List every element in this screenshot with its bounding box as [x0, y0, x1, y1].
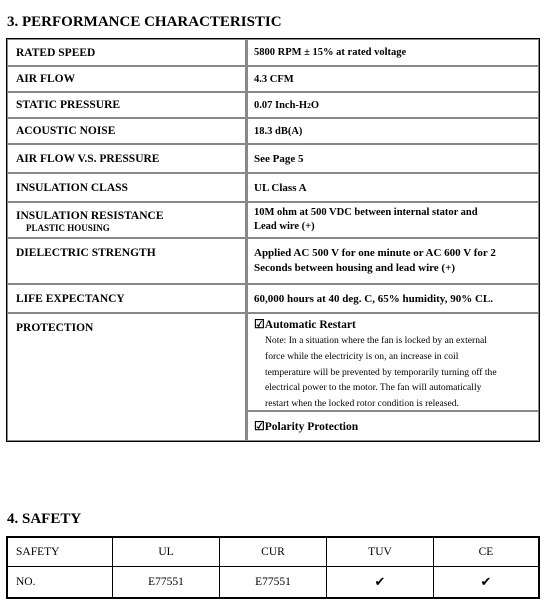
- rated-speed-value: 5800 RPM ± 15% at rated voltage: [248, 40, 538, 65]
- life-expectancy-value: 60,000 hours at 40 deg. C, 65% humidity, 90% CL.: [248, 285, 538, 312]
- safety-row-label: NO.: [8, 567, 112, 597]
- dielectric-strength-value: [248, 239, 538, 283]
- plastic-housing-sublabel: PLASTIC HOUSING: [26, 223, 110, 233]
- safety-header-cur: CUR: [220, 538, 326, 566]
- safety-header-safety: SAFETY: [8, 538, 112, 566]
- note-line: force while the electricity is on, an increase in coil: [265, 350, 459, 362]
- automatic-restart-label: Automatic Restart: [264, 319, 356, 331]
- safety-header-tuv: TUV: [327, 538, 433, 566]
- static-pressure-value: [248, 93, 538, 117]
- ce-check-icon: ✔: [434, 567, 538, 597]
- insulation-resistance-value: [248, 203, 538, 237]
- polarity-protection-title: [254, 419, 358, 434]
- polarity-protection-cell: [248, 412, 538, 440]
- automatic-restart-title: [254, 317, 532, 332]
- insulation-resistance-label: INSULATION RESISTANCE: [16, 210, 164, 222]
- dielectric-strength-line1: Applied AC 500 V for one minute or AC 600 V for 2: [254, 247, 496, 259]
- insulation-class-label: INSULATION CLASS: [8, 174, 245, 201]
- air-flow-vs-pressure-label: AIR FLOW V.S. PRESSURE: [8, 145, 245, 172]
- air-flow-value: 4.3 CFM: [248, 67, 538, 91]
- static-pressure-subscript: 2: [307, 100, 311, 110]
- note-line: restart when the locked rotor condition is released.: [265, 398, 459, 410]
- air-flow-label: AIR FLOW: [8, 67, 245, 91]
- insulation-resistance-line1: 10M ohm at 500 VDC between internal stator and: [254, 207, 478, 218]
- protection-label: PROTECTION: [8, 314, 245, 440]
- safety-header-ul: UL: [113, 538, 219, 566]
- checkbox-checked-icon: ☑: [254, 317, 265, 331]
- checkbox-checked-icon: ☑: [254, 418, 265, 433]
- dielectric-strength-label: DIELECTRIC STRENGTH: [8, 239, 245, 283]
- dielectric-strength-line2: Seconds between housing and lead wire (+): [254, 262, 456, 274]
- polarity-protection-label: Polarity Protection: [264, 420, 359, 433]
- static-pressure-label: STATIC PRESSURE: [8, 93, 245, 117]
- tuv-check-icon: ✔: [327, 567, 433, 597]
- air-flow-vs-pressure-value: See Page 5: [248, 145, 538, 172]
- static-pressure-main: 0.07 Inch-H: [254, 99, 308, 111]
- section-3-title: 3. PERFORMANCE CHARACTERISTIC: [7, 14, 282, 30]
- automatic-restart-note: [254, 333, 532, 412]
- insulation-class-value: UL Class A: [248, 174, 538, 201]
- safety-table: [6, 536, 540, 599]
- note-line: electrical power to the motor. The fan will automatically: [265, 382, 482, 394]
- safety-cur-number: E77551: [220, 567, 326, 597]
- note-line: temperature will be prevented by temporarily turning off the: [265, 366, 497, 378]
- insulation-resistance-line2: Lead wire (+): [254, 221, 315, 232]
- acoustic-noise-value: 18.3 dB(A): [248, 119, 538, 143]
- acoustic-noise-label: ACOUSTIC NOISE: [8, 119, 245, 143]
- insulation-resistance-label-cell: [8, 203, 245, 237]
- safety-header-ce: CE: [434, 538, 538, 566]
- performance-table: [6, 38, 540, 442]
- section-4-title: 4. SAFETY: [7, 511, 82, 527]
- static-pressure-end: O: [310, 99, 320, 111]
- note-line: Note: In a situation where the fan is locked by an external: [265, 335, 487, 346]
- life-expectancy-label: LIFE EXPECTANCY: [8, 285, 245, 312]
- rated-speed-label: RATED SPEED: [8, 40, 245, 65]
- automatic-restart-cell: [248, 314, 538, 410]
- safety-ul-number: E77551: [113, 567, 219, 597]
